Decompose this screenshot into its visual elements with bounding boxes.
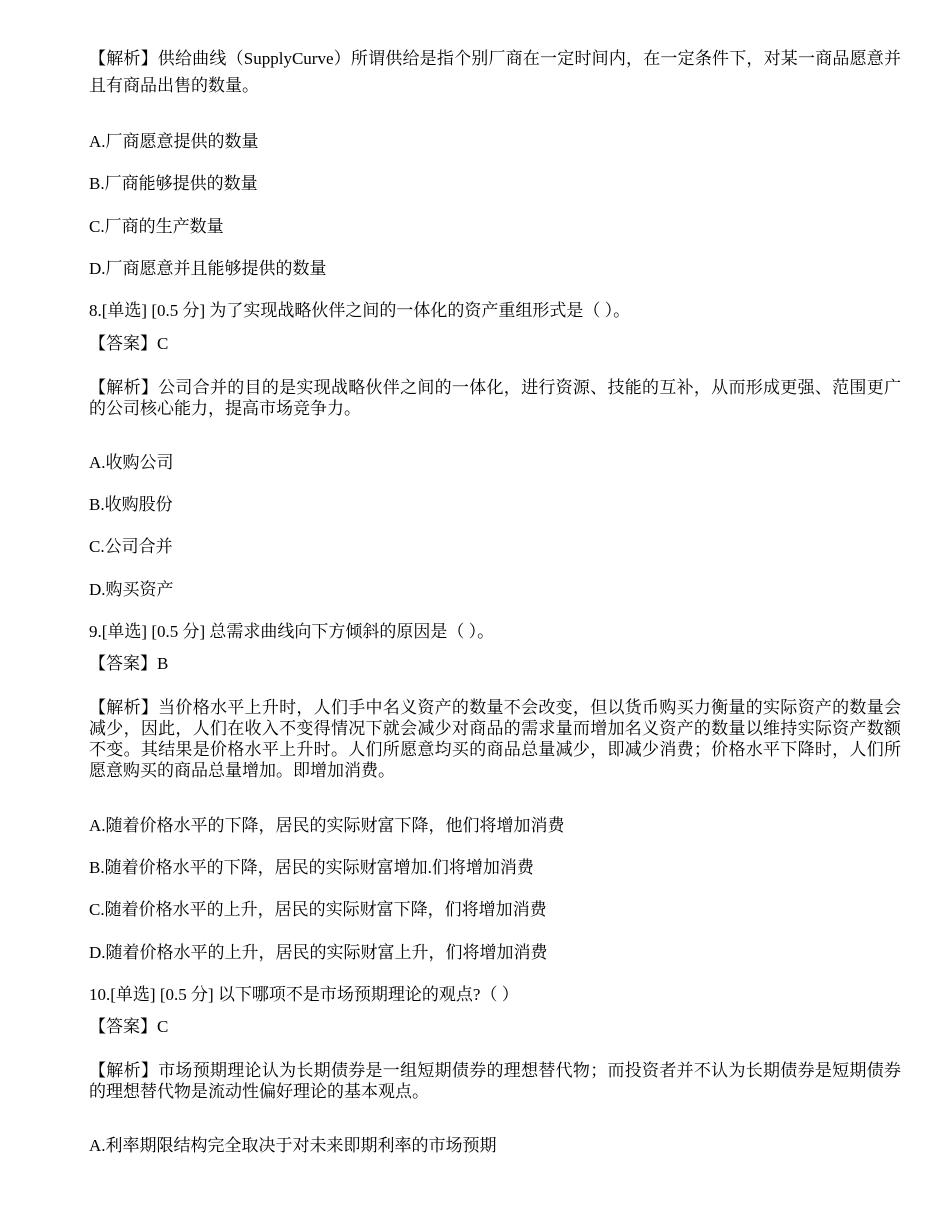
explanation-text: 【解析】供给曲线（SupplyCurve）所谓供给是指个别厂商在一定时间内，在一定条件下，对某一商品愿意并且有商品出售的数量。 — [89, 49, 901, 95]
question-text: 8.[单选] [0.5 分] 为了实现战略伙伴之间的一体化的资产重组形式是（ ）。 — [89, 301, 631, 320]
answer-text: 【答案】B — [89, 654, 169, 673]
answer-text: 【答案】C — [89, 334, 169, 353]
option-text: A.随着价格水平的下降，居民的实际财富下降，他们将增加消费 — [89, 816, 565, 835]
option-text: D.随着价格水平的上升，居民的实际财富上升，们将增加消费 — [89, 943, 548, 962]
question-text: 9.[单选] [0.5 分] 总需求曲线向下方倾斜的原因是（ ）。 — [89, 622, 495, 641]
option-text: B.收购股份 — [89, 495, 173, 514]
option-text: A.厂商愿意提供的数量 — [89, 132, 259, 151]
option-text: A.收购公司 — [89, 453, 174, 472]
answer-text: 【答案】C — [89, 1017, 169, 1036]
explanation-text: 【解析】当价格水平上升时，人们手中名义资产的数量不会改变，但以货币购买力衡量的实际资产的数量会减少，因此，人们在收入不变得情况下就会减少对商品的需求量而增加名义资产的数量以维持实际资产数额不变。其结果是价格水平上升时。人们所愿意均买的商品总量减少，即减少消费；价格水平下降时，人们所愿意购买的商品总量增加。即增加消费。 — [89, 698, 901, 780]
explanation-text: 【解析】市场预期理论认为长期债券是一组短期债券的理想替代物；而投资者并不认为长期债券是短期债券的理想替代物是流动性偏好理论的基本观点。 — [89, 1061, 901, 1101]
option-text: C.公司合并 — [89, 537, 173, 556]
explanation-text: 【解析】公司合并的目的是实现战略伙伴之间的一体化，进行资源、技能的互补，从而形成更强、范围更广的公司核心能力，提高市场竞争力。 — [89, 378, 901, 418]
option-text: C.厂商的生产数量 — [89, 217, 224, 236]
option-text: D.购买资产 — [89, 580, 174, 599]
option-text: A.利率期限结构完全取决于对未来即期利率的市场预期 — [89, 1136, 497, 1155]
option-text: B.厂商能够提供的数量 — [89, 174, 258, 193]
question-text: 10.[单选] [0.5 分] 以下哪项不是市场预期理论的观点?（ ） — [89, 985, 519, 1004]
option-text: C.随着价格水平的上升，居民的实际财富下降，们将增加消费 — [89, 900, 547, 919]
option-text: D.厂商愿意并且能够提供的数量 — [89, 259, 327, 278]
option-text: B.随着价格水平的下降，居民的实际财富增加.们将增加消费 — [89, 858, 534, 877]
